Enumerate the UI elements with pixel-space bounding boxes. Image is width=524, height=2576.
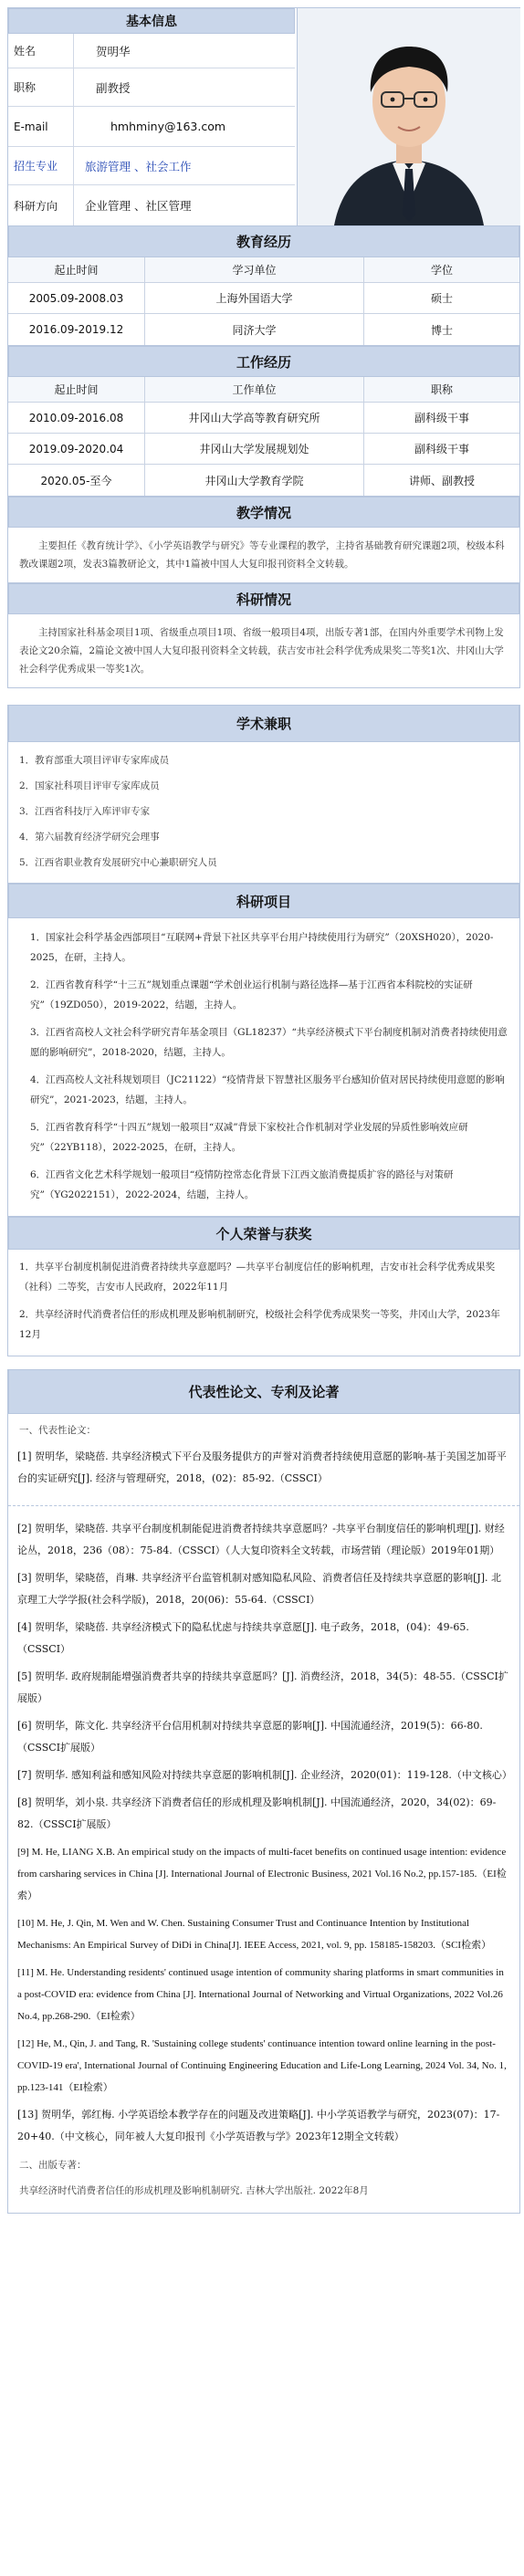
work-col-unit: 工作单位 <box>145 377 364 402</box>
value-email[interactable]: hmhminy@163.com <box>110 120 226 133</box>
label-name: 姓名 <box>8 34 74 68</box>
list-item: [2] 贺明华，梁晓蓓. 共享平台制度机制能促进消费者持续共享意愿吗？-共享平台制度信任的影响机理[J]. 财经论丛，2018，236（08）：75-84.（CSSCI）（人大复印资料全文转载，市场营销（理论版）2019年01期） <box>17 1523 505 1556</box>
list-item: [9] M. He, LIANG X.B. An empirical study on the impacts of multi-facet benefits on continued usage intention: evidence from carsharing services in China [J]. International Journal of Electronic Business, 2021 Vol.16 No.2, pp.157-185.（EI检索） <box>17 1847 507 1901</box>
list-item: 2．江西省教育科学“十三五”规划重点课题“学术创业运行机制与路径选择—基于江西省本科院校的实证研究”（19ZD050），2019-2022，结题，主持人。 <box>30 979 473 1011</box>
research-section <box>7 583 520 688</box>
list-item: 6．江西省文化艺术科学规划一般项目“疫情防控常态化背景下江西文旅消费提质扩容的路径与对策研究”（YG2022151），2022-2024，结题，主持人。 <box>30 1169 454 1200</box>
table-row <box>8 403 519 434</box>
label-email: E-mail <box>8 107 74 146</box>
list-item: 共享经济时代消费者信任的形成机理及影响机制研究. 吉林大学出版社. 2022年8月 <box>19 2185 369 2196</box>
teaching-text: 主要担任《教育统计学》、《小学英语教学与研究》等专业课程的教学，主持省基础教育研究课题2项，校级本科教改课题2项，发表3篇教研论文，其中1篇被中国人大复印报刊资料全文转载。 <box>19 540 505 570</box>
table-row <box>8 283 519 314</box>
edu-time: 2005.09-2008.03 <box>8 283 145 313</box>
basic-row-research <box>8 185 295 225</box>
edu-col-degree: 学位 <box>430 264 453 277</box>
work-col-time: 起止时间 <box>8 377 145 402</box>
list-item: [11] M. He. Understanding residents' continued usage intention of community sharing platforms in smart communities in a post-COVID era: evidence from China [J]. International Journal of Networking and Virtual Organizations, 2022 Vol.26 No.4, pp.268-290.（EI检索） <box>17 1967 504 2022</box>
list-item: [13] 贺明华，郭红梅. 小学英语绘本教学存在的问题及改进策略[J]. 中小学英语教学与研究，2023(07)：17-20+40.（中文核心，同年被人大复印报刊《小学英语教与学》2023年12期全文转载） <box>17 2109 500 2142</box>
work-section <box>7 346 520 497</box>
profile-photo <box>297 8 519 225</box>
work-title-value: 讲师、副教授 <box>408 474 475 487</box>
work-unit: 井冈山大学高等教育研究所 <box>145 403 364 433</box>
list-item: [8] 贺明华，刘小泉. 共享经济下消费者信任的形成机理及影响机制[J]. 中国流通经济，2020，34(02)：69-82.（CSSCI扩展版） <box>17 1796 497 1830</box>
list-item: 4．江西高校人文社科规划项目（JC21122）“疫情背景下智慧社区服务平台感知价值对居民持续使用意愿的影响研究”，2021-2023，结题，主持人。 <box>30 1074 505 1105</box>
value-research: 企业管理 、社区管理 <box>85 199 192 213</box>
label-major: 招生专业 <box>8 147 74 184</box>
table-row <box>8 434 519 465</box>
label-title: 职称 <box>8 68 74 106</box>
work-title-value: 副科级干事 <box>414 443 469 456</box>
projects-title: 科研项目 <box>8 884 519 918</box>
honors-section <box>7 1217 520 1356</box>
list-item: [1] 贺明华，梁晓蓓. 共享经济模式下平台及服务提供方的声誉对消费者持续使用意愿的影响-基于美国芝加哥平台的实证研究[J]. 经济与管理研究，2018，(02)：85-92.（CSSCI） <box>17 1450 507 1484</box>
list-item: [6] 贺明华，陈文化. 共享经济平台信用机制对持续共享意愿的影响[J]. 中国流通经济，2019(5)：66-80.（CSSCI扩展版） <box>17 1720 483 1754</box>
list-item: [3] 贺明华，梁晓蓓，肖琳. 共享经济平台监管机制对感知隐私风险、消费者信任及持续共享意愿的影响[J]. 北京理工大学学报(社会科学版)，2018，20(06)：55-64.（CSSCI） <box>17 1572 502 1606</box>
edu-degree: 博士 <box>430 323 453 337</box>
projects-section <box>7 884 520 1217</box>
teaching-section <box>7 497 520 583</box>
edu-col-unit: 学习单位 <box>145 257 364 282</box>
work-time: 2010.09-2016.08 <box>8 403 145 433</box>
label-research: 科研方向 <box>8 185 74 225</box>
edu-degree: 硕士 <box>430 292 453 305</box>
publications-title: 代表性论文、专利及论著 <box>8 1370 519 1414</box>
list-item: [10] M. He, J. Qin, M. Wen and W. Chen. Sustaining Consumer Trust and Continuance Intention by Institutional Mechanisms: An Empirical Survey of DiDi in China[J]. IEEE Access, 2021, vol. 9, pp. 158185-158203.（SCI检索） <box>17 1918 492 1951</box>
education-title: 教育经历 <box>8 226 519 257</box>
list-item: 2．共享经济时代消费者信任的形成机理及影响机制研究，校级社会科学优秀成果奖一等奖，井冈山大学，2023年12月 <box>19 1309 500 1340</box>
basic-info-section <box>7 7 520 226</box>
work-unit: 井冈山大学教育学院 <box>145 465 364 496</box>
work-time: 2020.05-至今 <box>8 465 145 496</box>
table-row <box>8 314 519 345</box>
basic-row-name <box>8 34 295 68</box>
list-item: 5．江西省教育科学“十四五”规划一般项目“双减”背景下家校社合作机制对学业发展的异质性影响效应研究”（22YB118），2022-2025，在研，主持人。 <box>30 1122 468 1153</box>
value-major: 旅游管理 、社会工作 <box>85 159 192 173</box>
research-title: 科研情况 <box>8 583 519 614</box>
list-item: [7] 贺明华. 感知利益和感知风险对持续共享意愿的影响机制[J]. 企业经济，2020(01)：119-128.（中文核心） <box>17 1769 512 1781</box>
work-time: 2019.09-2020.04 <box>8 434 145 464</box>
list-item: 3．江西省高校人文社会科学研究青年基金项目（GL18237）“共享经济模式下平台制度机制对消费者持续使用意愿的影响研究”，2018-2020，结题，主持人。 <box>30 1027 508 1058</box>
edu-time: 2016.09-2019.12 <box>8 314 145 345</box>
list-item: 2．国家社科项目评审专家库成员 <box>19 780 160 791</box>
list-item: 4．第六届教育经济学研究会理事 <box>19 832 160 843</box>
list-item: 5．江西省职业教育发展研究中心兼职研究人员 <box>19 857 217 868</box>
basic-row-title <box>8 68 295 107</box>
teaching-title: 教学情况 <box>8 497 519 528</box>
education-header <box>8 257 519 283</box>
work-title-value: 副科级干事 <box>414 412 469 424</box>
basic-info-title: 基本信息 <box>8 8 295 34</box>
list-item: 3．江西省科技厅入库评审专家 <box>19 806 151 817</box>
publications-section <box>7 1369 520 2214</box>
work-title: 工作经历 <box>8 346 519 377</box>
list-item: [5] 贺明华. 政府规制能增强消费者共享的持续共享意愿吗？[J]. 消费经济，2018，34(5)：48-55.（CSSCI扩展版） <box>17 1670 508 1704</box>
research-text: 主持国家社科基金项目1项、省级重点项目1项、省级一般项目4项，出版专著1部，在国内外重要学术刊物上发表论文20余篇，2篇论文被中国人大复印报刊资料全文转载，获吉安市社会科学优秀成果奖二等奖1次、井冈山大学社会科学优秀成果一等奖1次。 <box>19 627 504 675</box>
portrait-icon <box>298 8 520 225</box>
work-header <box>8 377 519 403</box>
list-item: 1．国家社会科学基金西部项目“互联网+背景下社区共享平台用户持续使用行为研究”（20XSH020），2020-2025，在研，主持人。 <box>30 932 494 963</box>
pubs-subheading-papers: 一、代表性论文： <box>19 1425 96 1436</box>
honors-title: 个人荣誉与获奖 <box>8 1217 519 1250</box>
list-item: 1．教育部重大项目评审专家库成员 <box>19 755 170 766</box>
table-row <box>8 465 519 496</box>
list-item: [12] He, M., Qin, J. and Tang, R. 'Sustaining college students' continuance intention toward online learning in the post-COVID-19 era', International Journal of Continuing Engineering Education and Life-Long Learning, 2024 Vol. 34, No. 1, pp.123-141（EI检索） <box>17 2038 507 2093</box>
edu-col-time: 起止时间 <box>8 257 145 282</box>
education-section <box>7 226 520 346</box>
value-title: 副教授 <box>96 80 131 95</box>
pubs-subheading-books: 二、出版专著： <box>19 2160 87 2171</box>
edu-unit: 同济大学 <box>145 314 364 345</box>
positions-title: 学术兼职 <box>8 706 519 742</box>
basic-row-major <box>8 147 295 185</box>
edu-unit: 上海外国语大学 <box>145 283 364 313</box>
value-name: 贺明华 <box>96 44 131 58</box>
positions-section <box>7 705 520 884</box>
work-col-title: 职称 <box>430 383 453 396</box>
basic-row-email <box>8 107 295 147</box>
list-item: 1．共享平台制度机制促进消费者持续共享意愿吗？—共享平台制度信任的影响机理，吉安市社会科学优秀成果奖（社科）二等奖，吉安市人民政府，2022年11月 <box>19 1262 496 1293</box>
list-item: [4] 贺明华，梁晓蓓. 共享经济模式下的隐私忧虑与持续共享意愿[J]. 电子政务，2018，(04)：49-65.（CSSCI） <box>17 1621 469 1655</box>
work-unit: 井冈山大学发展规划处 <box>145 434 364 464</box>
